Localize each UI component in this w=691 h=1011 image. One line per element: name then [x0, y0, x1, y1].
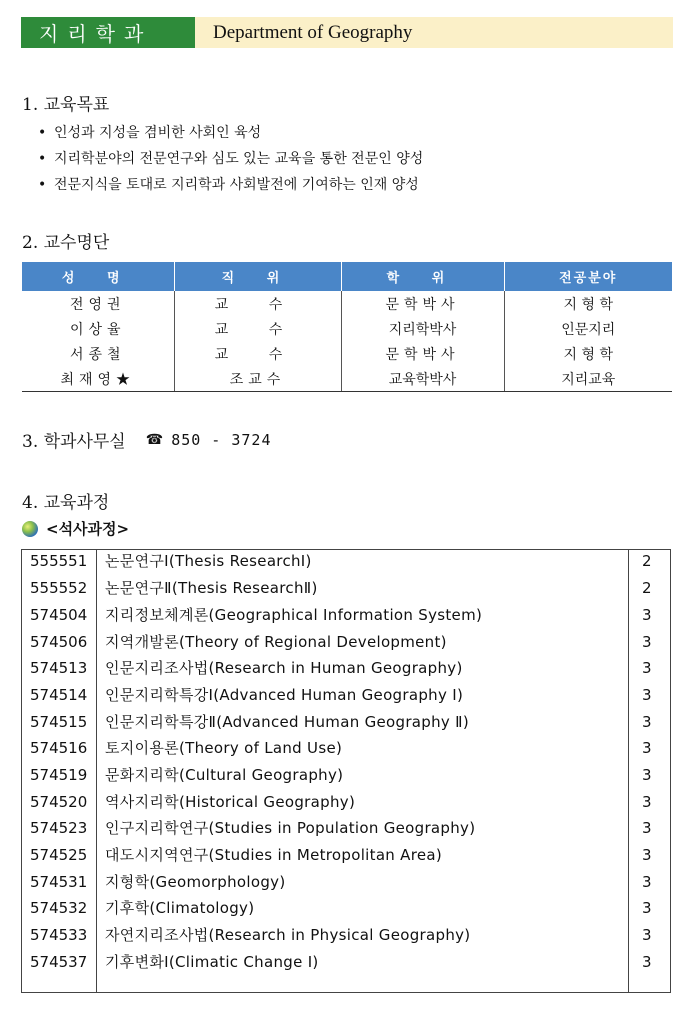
- course-name: 인문지리학특강Ⅰ(Advanced Human Geography Ⅰ): [105, 686, 464, 704]
- course-code: 574537: [30, 953, 88, 971]
- page-header: [21, 17, 673, 48]
- faculty-header-name: 성 명: [22, 262, 174, 291]
- course-row: [22, 922, 670, 949]
- course-code: 574515: [30, 713, 88, 731]
- goal-item: • 전문지식을 토대로 지리학과 사회발전에 기여하는 인재 양성: [38, 172, 423, 198]
- course-code: 574523: [30, 819, 88, 837]
- curriculum-subtitle-text: <석사과정>: [46, 520, 130, 538]
- course-credit: 3: [642, 713, 652, 731]
- course-code: 574531: [30, 873, 88, 891]
- course-credit: 3: [642, 819, 652, 837]
- course-row: [22, 575, 670, 602]
- faculty-name: 이상율: [69, 321, 126, 338]
- faculty-position: 교 수: [174, 341, 341, 366]
- curriculum-subtitle: [22, 518, 129, 539]
- course-code: 574533: [30, 926, 88, 944]
- course-row: [22, 949, 670, 976]
- course-row: [22, 682, 670, 709]
- course-name: 자연지리조사법(Research in Physical Geography): [105, 926, 471, 944]
- course-code: 574504: [30, 606, 88, 624]
- course-row: [22, 789, 670, 816]
- course-credit: 2: [642, 552, 652, 570]
- faculty-header-field: 전공분야: [504, 262, 672, 291]
- goal-item: • 인성과 지성을 겸비한 사회인 육성: [38, 120, 423, 146]
- bullet-icon: •: [38, 177, 47, 193]
- faculty-degree: 교육학박사: [341, 366, 504, 392]
- course-code: 574506: [30, 633, 88, 651]
- course-code: 574520: [30, 793, 88, 811]
- course-credit: 3: [642, 926, 652, 944]
- faculty-position: 교 수: [174, 291, 341, 316]
- course-credit: 3: [642, 873, 652, 891]
- course-code: 574519: [30, 766, 88, 784]
- course-row: [22, 548, 670, 575]
- office-phone: 850 - 3724: [171, 430, 272, 449]
- course-name: 역사지리학(Historical Geography): [105, 793, 356, 811]
- faculty-position: 교 수: [174, 316, 341, 341]
- course-row: [22, 602, 670, 629]
- course-credit: 2: [642, 579, 652, 597]
- course-credit: 3: [642, 686, 652, 704]
- globe-icon: [22, 521, 38, 537]
- faculty-table: [22, 262, 672, 392]
- course-table: [21, 549, 671, 993]
- bullet-icon: •: [38, 151, 47, 167]
- faculty-degree: 문학박사: [341, 341, 504, 366]
- header-title-english: Department of Geography: [195, 17, 673, 48]
- course-code: 574513: [30, 659, 88, 677]
- course-name: 문화지리학(Cultural Geography): [105, 766, 344, 784]
- course-name: 지형학(Geomorphology): [105, 873, 286, 891]
- course-code: 574514: [30, 686, 88, 704]
- faculty-row: [22, 341, 672, 366]
- bullet-icon: •: [38, 125, 47, 141]
- course-name: 기후학(Climatology): [105, 899, 255, 917]
- office-line: [22, 427, 272, 452]
- course-row: [22, 629, 670, 656]
- faculty-field: 지리교육: [504, 366, 672, 392]
- course-row: [22, 895, 670, 922]
- faculty-row: [22, 366, 672, 392]
- faculty-field: 지 형 학: [504, 291, 672, 316]
- course-name: 토지이용론(Theory of Land Use): [105, 739, 343, 757]
- course-credit: 3: [642, 846, 652, 864]
- course-credit: 3: [642, 659, 652, 677]
- course-credit: 3: [642, 953, 652, 971]
- faculty-row: [22, 291, 672, 316]
- course-row: [22, 655, 670, 682]
- course-code: 555551: [30, 552, 88, 570]
- course-credit: 3: [642, 633, 652, 651]
- course-credit: 3: [642, 606, 652, 624]
- faculty-field: 지 형 학: [504, 341, 672, 366]
- course-name: 논문연구Ⅰ(Thesis ResearchⅠ): [105, 552, 312, 570]
- course-row: [22, 709, 670, 736]
- goal-item: • 지리학분야의 전문연구와 심도 있는 교육을 통한 전문인 양성: [38, 146, 423, 172]
- faculty-header-position: 직 위: [174, 262, 341, 291]
- course-name: 논문연구Ⅱ(Thesis ResearchⅡ): [105, 579, 318, 597]
- faculty-header-degree: 학 위: [341, 262, 504, 291]
- faculty-title: 2. 교수명단: [22, 233, 110, 253]
- goals-title: 1. 교육목표: [22, 95, 110, 115]
- course-row: [22, 869, 670, 896]
- course-code: 574516: [30, 739, 88, 757]
- course-credit: 3: [642, 766, 652, 784]
- course-row: [22, 762, 670, 789]
- course-row: [22, 735, 670, 762]
- faculty-name: 전영권: [69, 296, 126, 313]
- course-code: 574525: [30, 846, 88, 864]
- curriculum-title: 4. 교육과정: [22, 493, 110, 513]
- course-name: 지역개발론(Theory of Regional Development): [105, 633, 447, 651]
- faculty-row: [22, 316, 672, 341]
- header-title-korean: 지리학과: [21, 17, 195, 48]
- course-name: 지리정보체계론(Geographical Information System): [105, 606, 483, 624]
- office-title: 3. 학과사무실: [22, 432, 126, 452]
- course-credit: 3: [642, 899, 652, 917]
- goals-list: [38, 120, 423, 198]
- faculty-name: 서종철: [69, 346, 126, 363]
- course-credit: 3: [642, 739, 652, 757]
- course-row: [22, 842, 670, 869]
- faculty-field: 인문지리: [504, 316, 672, 341]
- course-name: 인구지리학연구(Studies in Population Geography): [105, 819, 476, 837]
- course-credit: 3: [642, 793, 652, 811]
- faculty-name: 최재영★: [22, 366, 174, 392]
- faculty-position: 조교수: [174, 366, 341, 392]
- course-row: [22, 815, 670, 842]
- course-name: 인문지리조사법(Research in Human Geography): [105, 659, 463, 677]
- course-name: 기후변화Ⅰ(Climatic Change Ⅰ): [105, 953, 319, 971]
- course-code: 574532: [30, 899, 88, 917]
- course-code: 555552: [30, 579, 88, 597]
- faculty-degree: 지리학박사: [341, 316, 504, 341]
- phone-icon: ☎: [145, 431, 164, 448]
- course-name: 인문지리학특강Ⅱ(Advanced Human Geography Ⅱ): [105, 713, 470, 731]
- faculty-degree: 문학박사: [341, 291, 504, 316]
- course-name: 대도시지역연구(Studies in Metropolitan Area): [105, 846, 443, 864]
